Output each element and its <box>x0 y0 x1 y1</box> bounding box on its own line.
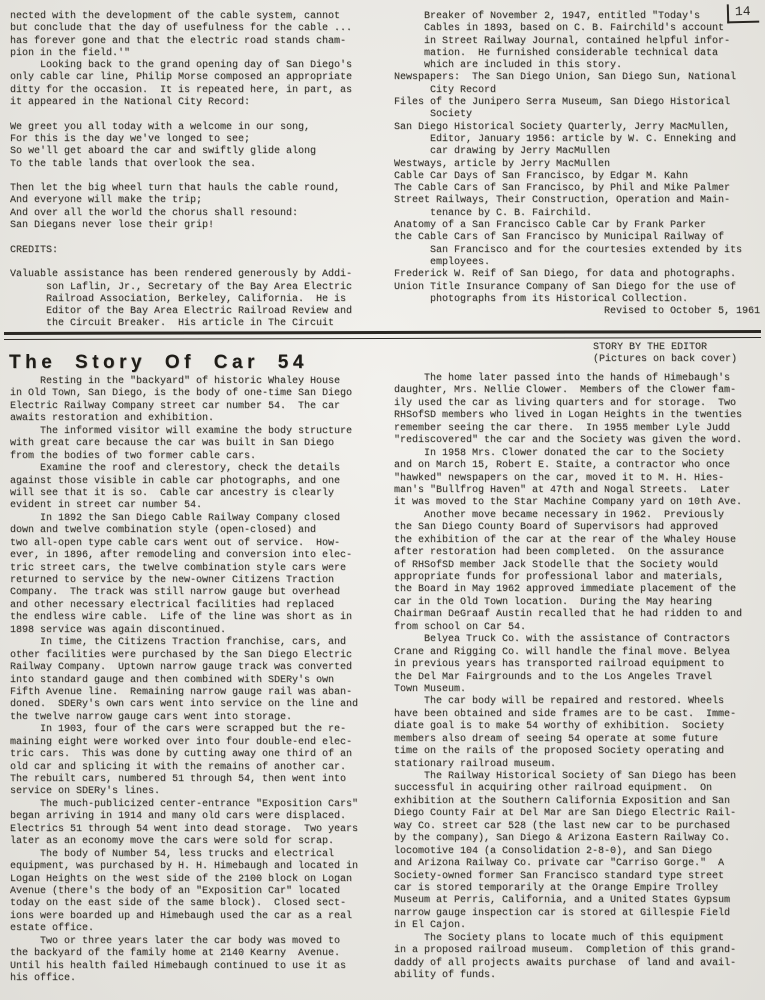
article-column-right: The home later passed into the hands of Himebaugh's daughter, Mrs. Nellie Clower. Members of the Clower fam- ily used the car as living quarters and for storage. Two RHSofSD members who lived in Logan Heights in the twenties remember seeing the car there. In 1955 member Lyle Judd "rediscovered" the car and the Society was given the word. In 1958 Mrs. Clower donated the car to the Society and on March 15, Robert E. Staite, a contractor who once "hawked" newspapers on the car, moved it to M. H. Hies- man's "Bullfrog Haven" at 47th and Nogal Streets. Later it was moved to the Star Machine Company yard on 10th Ave. Another move became necessary in 1962. Previously the San Diego County Board of Supervisors had approved the exhibition of the car at the rear of the Whaley House after restoration had been completed. On the assurance of RHSofSD member Jack Stodelle that the Society would appropriate funds for professional labor and materials, the Board in May 1962 approved immediate placement of the car in the Old Town location. During the May hearing Chairman DeGraaf Austin recalled that he had ridden to and from school on Car 54. Belyea Truck Co. with the assistance of Contractors Crane and Rigging Co. will handle the final move. Belyea in previous years has transported railroad equipment to the Del Mar Fairgrounds and to the Los Angeles Travel Town Museum. The car body will be repaired and restored. Wheels have been obtained and side frames are to be cast. Imme- diate goal is to make 54 worthy of exhibition. Society members also dream of seeing 54 operate at some future time on the rails of the proposed Society operating and stationary railroad museum. The Railway Historical Society of San Diego has been successful in acquiring other railroad equipment. On exhibition at the Southern California Exposition and San Diego County Fair at Del Mar are San Diego Electric Rail- way Co. street car 528 (the last new car to be purchased by the company), San Diego & Arizona Eastern Railway Co. locomotive 104 (a Consolidation 2-8-0), and San Diego and Arizona Railway Co. private car "Carriso Gorge." A Society-owned former San Francisco standard type street car is stored temporarily at the Orange Empire Trolley Museum at Perris, California, and a United States Gypsum narrow gauge inspection car is stored at Gillespie Field in El Cajon. The Society plans to locate much of this equipment in a proposed railroad museum. Completion of this grand- daddy of all projects awaits purchase of land and avail- ability of funds. <box>394 373 743 981</box>
article-headline: The Story Of Car 54 <box>9 352 308 373</box>
credits-column-left: nected with the development of the cable system, cannot but conclude that the day of usefulness for the cable ... has forever gone and that the electric road stands cham- pion in the field.'" Looking back to the grand opening day of San Diego's only cable car line, Philip Morse composed an appropriate ditty for the occasion. It is repeated here, in part, as it appeared in the National City Record: We greet you all today with a welcome in our song, For this is the day we've longed to see; So we'll get aboard the car and swiftly glide along To the table lands that overlook the sea. Then let the big wheel turn that hauls the cable round, And everyone will make the trip; And over all the world the chorus shall resound: San Diegans never lose their grip! CREDITS: Valuable assistance has been rendered generously by Addi- son Laflin, Jr., Secretary of the Bay Area Electric Railroad Association, Berkeley, California. He is Editor of the Bay Area Electric Railroad Review and the Circuit Breaker. His article in The Circuit <box>10 11 353 330</box>
credits-column-right: Breaker of November 2, 1947, entitled "Today's Cables in 1893, based on C. B. Fairchild's account in Street Railway Journal, contained helpful infor- mation. He furnished considerable technical data which are included in this story. Newspapers: The San Diego Union, San Diego Sun, National City Record Files of the Junipero Serra Museum, San Diego Historical Society San Diego Historical Society Quarterly, Jerry MacMullen, Editor, January 1956: article by W. C. Enneking and car drawing by Jerry MacMullen Westways, article by Jerry MacMullen Cable Car Days of San Francisco, by Edgar M. Kahn The Cable Cars of San Francisco, by Phil and Mike Palmer Street Railways, Their Construction, Operation and Main- tenance by C. B. Fairchild. Anatomy of a San Francisco Cable Car by Frank Parker the Cable Cars of San Francisco by Municipal Railway of San Francisco and for the courtesies extended by its employees. Frederick W. Reif of San Diego, for data and photographs. Union Title Insurance Company of San Diego for the use of photographs from its Historical Collection. Revised to October 5, 1961 <box>394 11 761 318</box>
section-divider-rule <box>4 330 761 340</box>
article-column-left: Resting in the "backyard" of historic Whaley House in Old Town, San Diego, is the body of one-time San Diego Electric Railway Company street car number 54. The car awaits restoration and exhibition. The informed visitor will examine the body structure with great care because the car was built in San Diego from the bodies of two former cable cars. Examine the roof and clerestory, check the details against those visible in cable car photographs, and one will see that it is so. Cable car ancestry is clearly evident in street car number 54. In 1892 the San Diego Cable Railway Company closed down and twelve combination style (open-closed) and two all-open type cable cars went out of service. How- ever, in 1896, after remodeling and conversion into elec- tric street cars, the twelve combination style cars were returned to service by the new-owner Citizens Traction Company. The track was still narrow gauge but overhead and other necessary electrical facilities had replaced the endless wire cable. Life of the line was short as in 1898 service was again discontinued. In time, the Citizens Traction franchise, cars, and other facilities were purchased by the San Diego Electric Railway Company. Uptown narrow gauge track was converted into standard gauge and then combined with SDERy's own Fifth Avenue line. Remaining narrow gauge rail was aban- doned. SDERy's own cars went into service on the line and the twelve narrow gauge cars went into storage. In 1903, four of the cars were scrapped but the re- maining eight were worked over into four double-end elec- tric cars. This was done by cutting away one third of an old car and splicing it with the remains of another car. The rebuilt cars, numbered 51 through 54, then went into service on SDERy's lines. The much-publicized center-entrance "Exposition Cars" began arriving in 1914 and many old cars were displaced. Electrics 51 through 54 went into dead storage. Two years later as an economy move the cars were sold for scrap. The body of Number 54, less trucks and electrical equipment, was purchased by H. H. Himebaugh and located in Logan Heights on the west side of the 2100 block on Logan Avenue (there's the body of an "Exposition Car" located today on the east side of the same block). Closed sect- ions were boarded up and Himebaugh used the car as a real estate office. Two or three years later the car body was moved to the backyard of the family home at 2140 Kearny Avenue. Until his health failed Himebaugh continued to use it as his office. <box>10 376 359 984</box>
byline-note: (Pictures on back cover) <box>593 354 738 366</box>
byline-text: STORY BY THE EDITOR <box>593 342 708 353</box>
page-number: 14 <box>727 4 759 24</box>
article-byline <box>593 342 737 367</box>
